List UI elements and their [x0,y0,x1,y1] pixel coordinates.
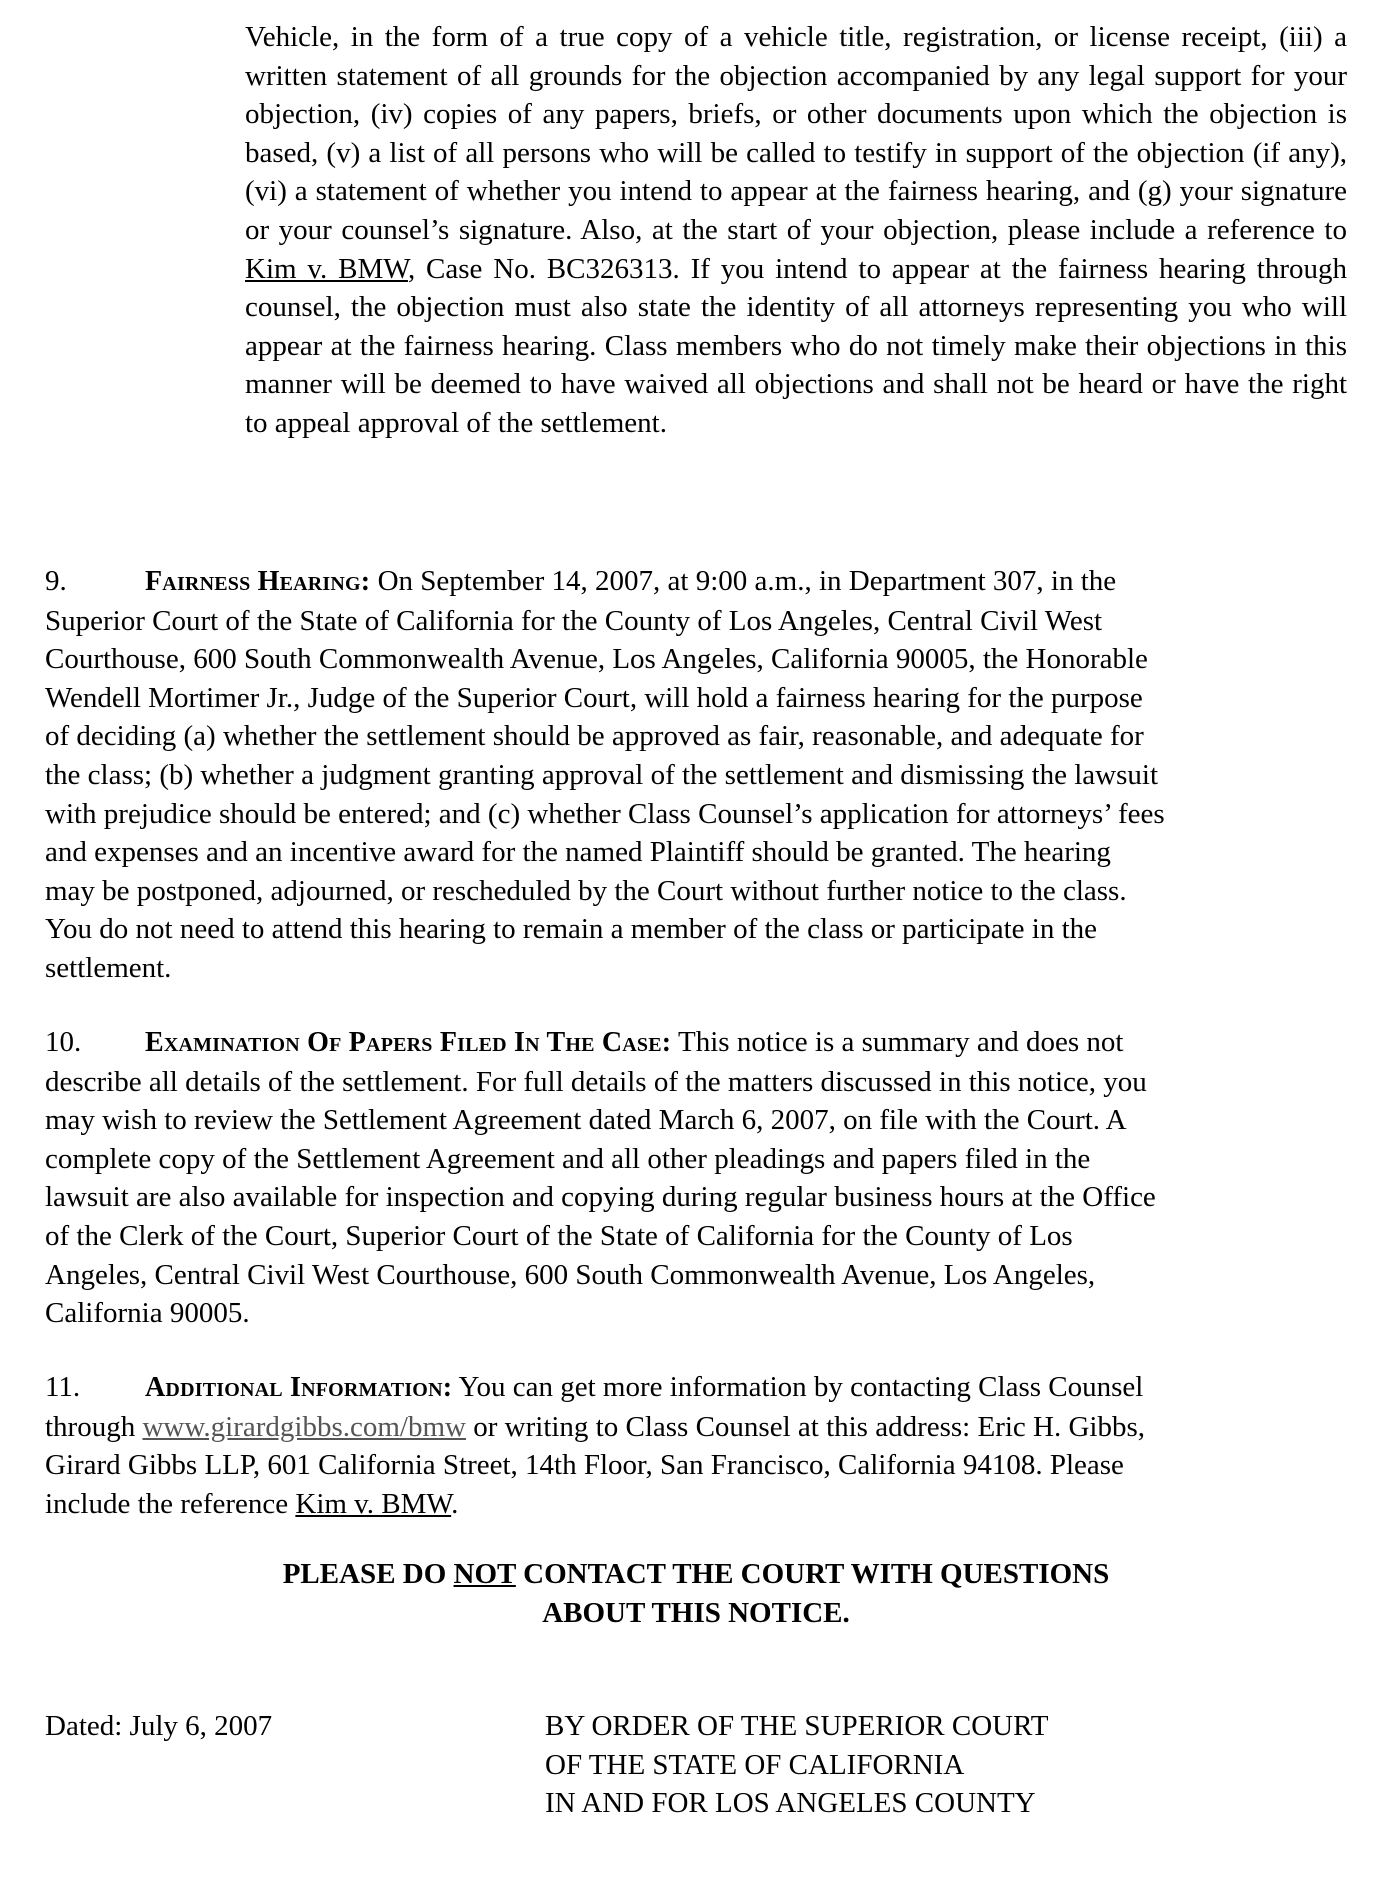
section-10-line: may wish to review the Settlement Agreement dated March 6, 2007, on file with the Court. A [45,1104,1127,1137]
continuation-text-2: , Case No. BC326313. If you intend to appear at the fairness hearing through counsel, the objection must also state the identity of all attorneys representing you who will appear at the fairness hearing. Class members who do not timely make their objections in this manner will be deemed to have waived all objections and shall not be heard or have the right to appeal approval of the settlement. [245,252,1347,439]
section-9-line: the class; (b) whether a judgment granting approval of the settlement and dismissing the lawsuit [45,758,1159,791]
section-10-line: of the Clerk of the Court, Superior Court of the State of California for the County of Los [45,1219,1073,1252]
section-10-line: complete copy of the Settlement Agreement and all other pleadings and papers filed in the [45,1142,1091,1175]
section-9-line: 9. Fairness Hearing: On September 14, 2007, at 9:00 a.m., in Department 307, in the [45,562,1345,602]
section-9-line: You do not need to attend this hearing to remain a member of the class or participate in the [45,913,1098,946]
section-11-line: through www.girardgibbs.com/bmw or writing to Class Counsel at this address: Eric H. Gibbs, [45,1410,1146,1443]
order-line: OF THE STATE OF CALIFORNIA [545,1748,965,1781]
objection-continuation [245,18,1347,443]
section-9-line: may be postponed, adjourned, or rescheduled by the Court without further notice to the class. [45,874,1127,907]
section-9-line: settlement. [45,951,172,984]
section-10-line: Angeles, Central Civil West Courthouse, 600 South Commonwealth Avenue, Los Angeles, [45,1258,1096,1291]
section-heading: Examination Of Papers Filed In The Case: [145,1027,672,1058]
section-11-line: 11. Additional Information: You can get more information by contacting Class Counsel [45,1368,1345,1408]
section-9-line: Courthouse, 600 South Commonwealth Avenue, Los Angeles, California 90005, the Honorable [45,643,1148,676]
case-reference: Kim v. BMW [295,1487,452,1520]
emphasis-not: NOT [453,1558,516,1590]
section-9-line: Wendell Mortimer Jr., Judge of the Superior Court, will hold a fairness hearing for the purpose [45,681,1143,714]
section-10-line: lawsuit are also available for inspection and copying during regular business hours at the Office [45,1181,1156,1214]
section-number: 11. [45,1371,81,1403]
section-11-line: Girard Gibbs LLP, 601 California Street, 14th Floor, San Francisco, California 94108. Please [45,1449,1124,1482]
section-9-line: of deciding (a) whether the settlement should be approved as fair, reasonable, and adequate for [45,720,1144,753]
section-number: 9. [45,565,67,597]
section-10-examination-of-papers [45,1023,1345,1333]
continuation-text-1: Vehicle, in the form of a true copy of a vehicle title, registration, or license receipt, (iii) a written statement of all grounds for the objection accompanied by any legal support for your objection, (iv) copies of any papers, briefs, or other documents upon which the objection is based, (v) a list of all persons who will be called to testify in support of the objection (if any), (vi) a statement of whether you intend to appear at the fairness hearing, and (g) your signature or your counsel’s signature. Also, at the start of your objection, please include a reference to [245,21,1347,246]
section-9-line: with prejudice should be entered; and (c) whether Class Counsel’s application for attorneys’ fees [45,797,1165,830]
dated-line: Dated: July 6, 2007 [45,1710,273,1742]
order-line: IN AND FOR LOS ANGELES COUNTY [545,1787,1036,1820]
section-11-line: include the reference Kim v. BMW. [45,1487,459,1520]
section-9-line: Superior Court of the State of California for the County of Los Angeles, Central Civil West [45,604,1103,637]
section-10-line: California 90005. [45,1297,250,1330]
class-counsel-website-link[interactable]: www.girardgibbs.com/bmw [142,1410,466,1443]
case-reference: Kim v. BMW [245,252,408,285]
section-heading: Additional Information: [145,1372,453,1403]
section-11-additional-information [45,1368,1345,1523]
section-9-line: and expenses and an incentive award for the named Plaintiff should be granted. The hearing [45,836,1111,869]
section-10-line: 10. Examination Of Papers Filed In The Case: This notice is a summary and does not [45,1023,1345,1063]
order-line: BY ORDER OF THE SUPERIOR COURT [545,1710,1049,1742]
section-number: 10. [45,1026,82,1058]
do-not-contact-court-notice: PLEASE DO NOT CONTACT THE COURT WITH QUESTIONS ABOUT THIS NOTICE. [282,1558,1110,1629]
section-10-line: describe all details of the settlement. For full details of the matters discussed in this notice, you [45,1065,1147,1098]
section-9-fairness-hearing [45,562,1345,988]
court-order-signature-block [545,1707,1048,1823]
section-heading: Fairness Hearing: [145,566,371,597]
